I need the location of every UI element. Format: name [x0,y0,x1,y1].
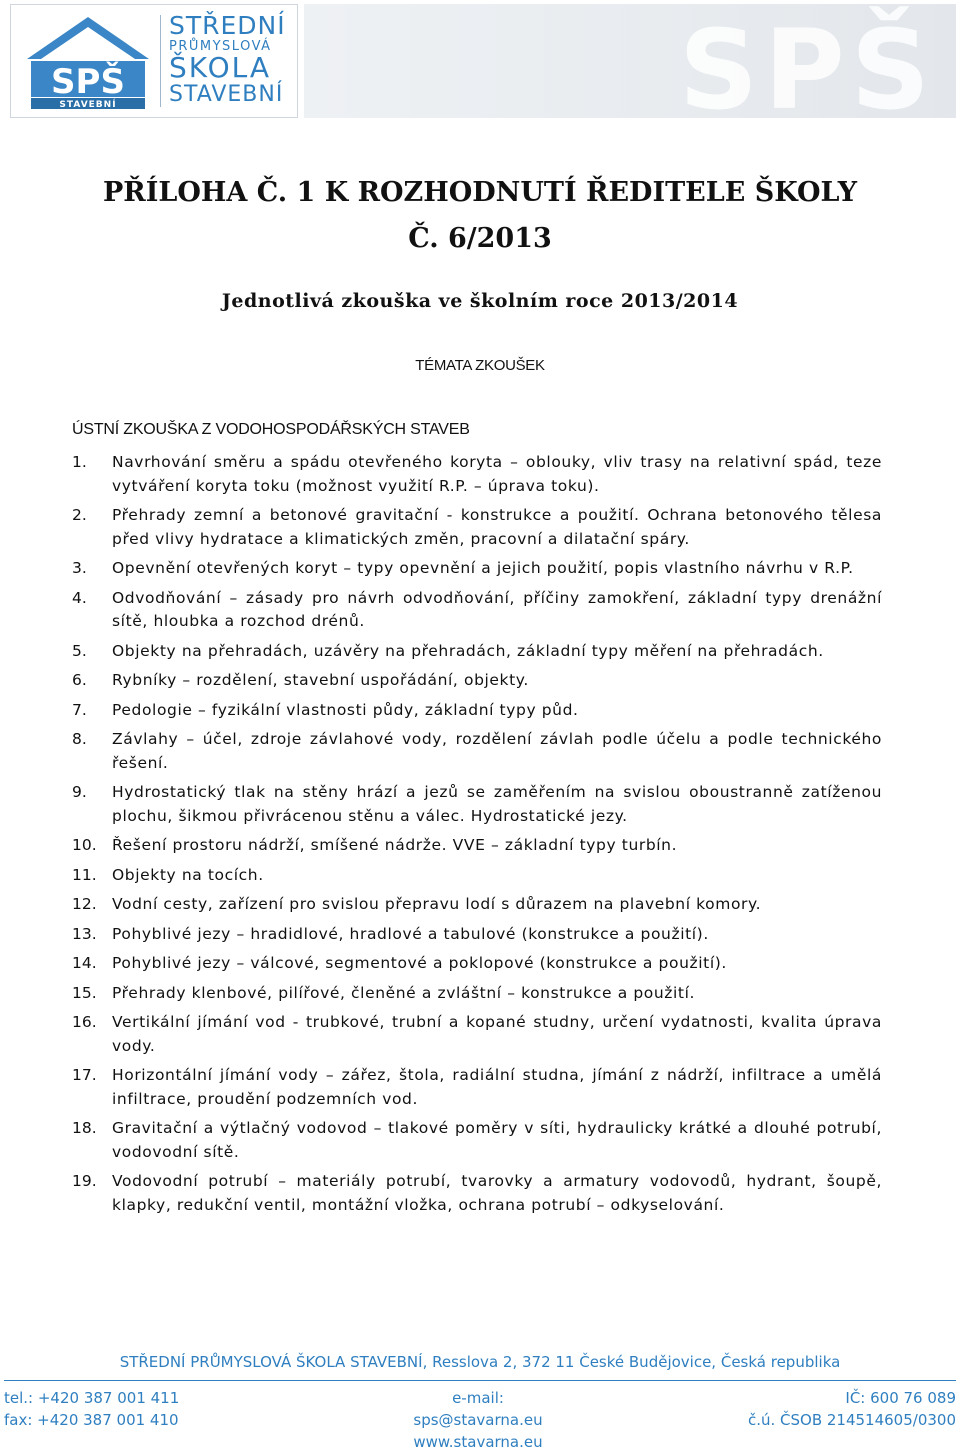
footer-phone-block [4,1387,179,1431]
footer-fax: fax: +420 387 001 410 [4,1411,179,1429]
topic-item [72,669,882,693]
title-line-1: PŘÍLOHA Č. 1 K ROZHODNUTÍ ŘEDITELE ŠKOLY [102,177,858,208]
topic-number: 19. [72,1172,97,1190]
topic-text: Pohyblivé jezy – válcové, segmentové a poklopové (konstrukce a použití). [112,954,727,972]
topic-item [72,699,882,723]
topic-item [72,781,882,828]
topic-number: 8. [72,730,87,748]
topic-text: Řešení prostoru nádrží, smíšené nádrže. VVE – základní typy turbín. [112,836,678,854]
logo-line-3: ŠKOLA [169,51,272,84]
topic-item [72,1170,882,1217]
topic-number: 13. [72,924,97,943]
logo-mark-sub: STAVEBNÍ [59,100,117,110]
topic-number: 4. [72,588,87,607]
logo-mark: SPŠ [51,62,125,102]
footer-divider [4,1380,956,1381]
topic-text: Gravitační a výtlačný vodovod – tlakové poměry v síti, hydraulicky krátké a dlouhé potrubí, vodovodní sítě. [112,1119,882,1161]
topic-text: Přehrady zemní a betonové gravitační - konstrukce a použití. Ochrana betonového tělesa před vlivy hydratace a klimatických změn, pracovní a dilatační spáry. [112,506,882,548]
topic-item [72,1117,882,1164]
topic-item [72,640,882,664]
title-line-2: Č. 6/2013 [408,223,552,254]
topic-text: Vertikální jímání vod - trubkové, trubní a kopané studny, určení vydatnosti, kvalita úprava vody. [112,1013,882,1055]
topic-text: Závlahy – účel, zdroje závlahové vody, rozdělení závlah podle účelu a podle technického řešení. [112,730,882,772]
topic-text: Navrhování směru a spádu otevřeného koryta – oblouky, vliv trasy na relativní spád, teze vytváření koryta toku (možnost využití R.P. – úprava toku). [112,453,882,495]
logo-wordmark [169,13,286,106]
topic-item [72,834,882,858]
topic-text: Objekty na přehradách, uzávěry na přehradách, základní typy měření na přehradách. [112,641,824,660]
topic-item [72,864,882,888]
topic-item [72,923,882,947]
topic-text: Vodovodní potrubí – materiály potrubí, tvarovky a armatury vodovodů, hydrant, šoupě, klapky, redukční ventil, montážní vložka, ochrana potrubí – odkyselování. [112,1172,882,1214]
footer-tel: tel.: +420 387 001 411 [4,1389,180,1407]
topic-text: Hydrostatický tlak na stěny hrází a jezů se zaměřením na svislou oboustranně zatíženou plochu, šikmou přivrácenou stěnu a válec. Hydrostatické jezy. [112,783,882,825]
footer-ico: IČ: 600 76 089 [845,1389,956,1407]
header-banner [304,4,956,118]
topic-text: Opevnění otevřených koryt – typy opevnění a jejich použití, popis vlastního návrhu v R.P. [112,559,854,577]
topic-text: Pohyblivé jezy – hradidlové, hradlové a tabulové (konstrukce a použití). [112,924,709,943]
topic-number: 18. [72,1119,97,1137]
topic-item [72,952,882,976]
topic-item [72,728,882,775]
topic-item [72,451,882,498]
school-logo [10,4,298,118]
document-subtitle: Jednotlivá zkouška ve školním roce 2013/2014 [221,290,739,312]
topic-item [72,1064,882,1111]
topic-number: 7. [72,700,87,719]
footer-web: www.stavarna.eu [413,1433,543,1451]
topic-text: Vodní cesty, zařízení pro svislou přepravu lodí s důrazem na plavební komory. [112,895,762,913]
topic-text: Odvodňování – zásady pro návrh odvodňování, příčiny zamokření, základní typy drenážní sítě, hloubka a rozchod drénů. [112,588,882,630]
topic-item [72,1011,882,1058]
topic-number: 1. [72,453,87,471]
topic-number: 15. [72,983,97,1002]
topic-number: 6. [72,671,87,689]
topic-text: Pedologie – fyzikální vlastnosti půdy, základní typy půd. [112,700,579,719]
topic-text: Horizontální jímání vody – zářez, štola, radiální studna, jímání z nádrží, infiltrace a umělá infiltrace, proudění podzemních vod. [112,1066,882,1108]
footer-company-block [748,1387,956,1431]
house-logo-icon [23,13,153,111]
topic-number: 11. [72,865,97,884]
topic-item [72,587,882,634]
topic-item [72,982,882,1006]
topic-number: 17. [72,1066,97,1084]
topic-number: 5. [72,641,87,660]
topic-text: Rybníky – rozdělení, stavební uspořádání, objekty. [112,671,529,689]
logo-line-4: STAVEBNÍ [169,82,284,107]
section-heading: ÚSTNÍ ZKOUŠKA Z VODOHOSPODÁŘSKÝCH STAVEB [72,421,470,438]
document-title [0,170,960,262]
topic-text: Objekty na tocích. [112,865,264,884]
topic-number: 14. [72,954,97,972]
logo-line-2: PRŮMYSLOVÁ [169,39,272,54]
topic-text: Přehrady klenbové, pilířové, členěné a zvláštní – konstrukce a použití. [112,983,696,1002]
letterhead [4,4,956,118]
topic-number: 16. [72,1013,97,1031]
topics-list [72,451,882,1223]
logo-divider [160,15,161,107]
footer-email: e-mail: sps@stavarna.eu [413,1389,543,1429]
topics-heading: TÉMATA ZKOUŠEK [415,357,545,374]
footer-address: STŘEDNÍ PRŮMYSLOVÁ ŠKOLA STAVEBNÍ, Resslova 2, 372 11 České Budějovice, Česká republika [119,1353,841,1371]
topic-number: 9. [72,783,87,801]
topic-item [72,504,882,551]
topic-item [72,557,882,581]
topic-item [72,893,882,917]
topic-number: 3. [72,559,87,577]
logo-line-1: STŘEDNÍ [169,11,286,40]
topic-number: 10. [72,836,97,854]
topic-number: 12. [72,895,97,913]
footer-account: č.ú. ČSOB 214514605/0300 [747,1411,956,1429]
footer-contact-block [388,1387,568,1453]
topic-number: 2. [72,506,87,524]
banner-watermark: SPŠ [678,6,936,118]
